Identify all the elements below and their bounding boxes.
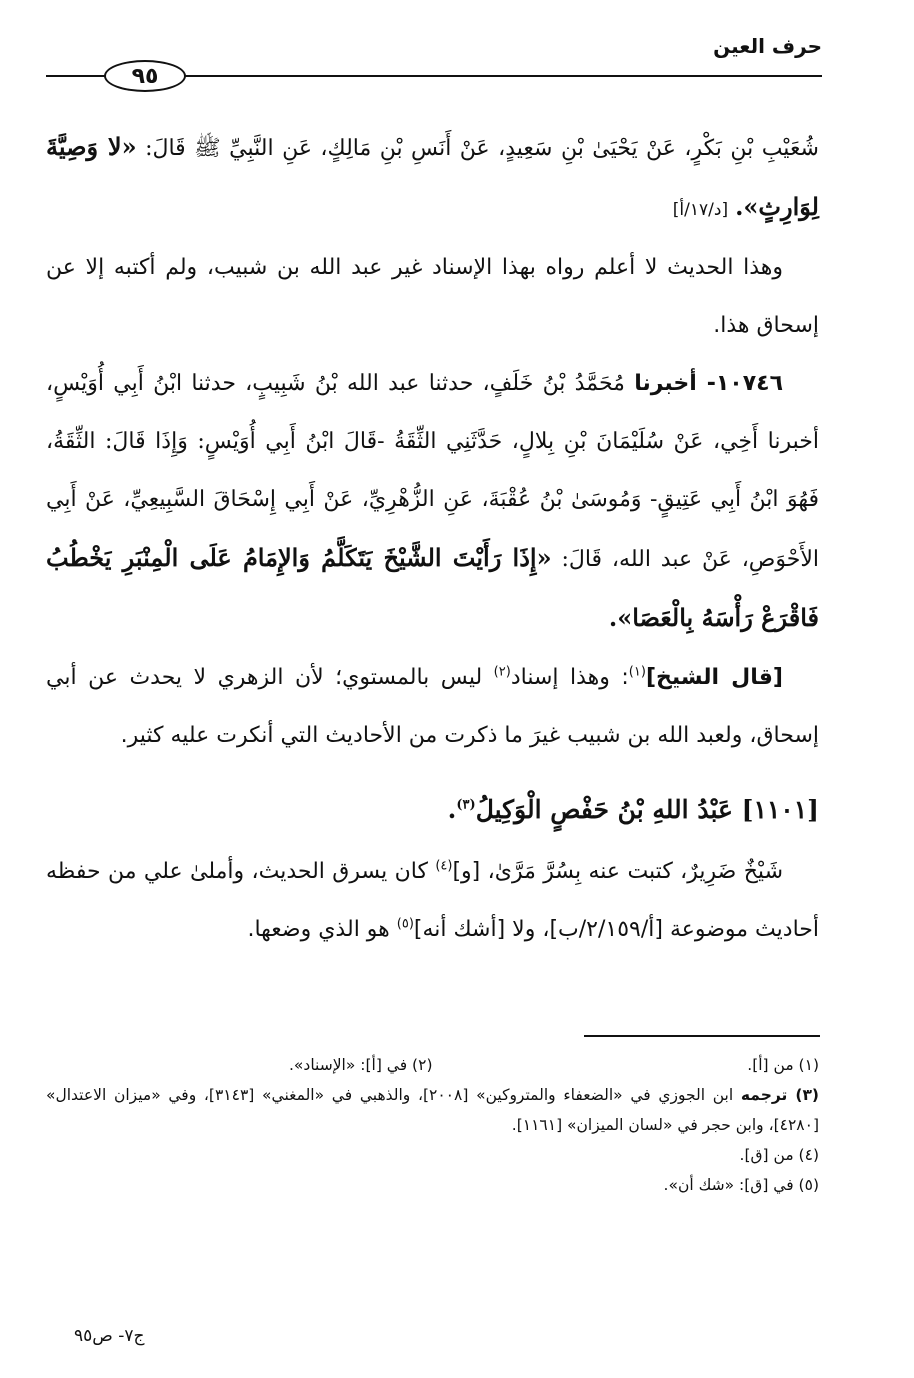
hadith-text: «لا وَصِيَّةَ لِوَارِثٍ». [46, 132, 819, 221]
running-header-title: حرف العين [713, 34, 822, 58]
hadith-text: «إِذَا رَأَيْتَ الشَّيْخَ يَتَكَلَّمُ وَالإِمَامُ عَلَى الْمِنْبَرِ يَخْطُبُ فَاقْرَعْ رَأْسَهُ بِالْعَصَا». [46, 543, 819, 632]
footnote-marker: (١) [628, 664, 646, 680]
footnote-5: (٥) في [ق]: «شك أن». [663, 1176, 819, 1194]
footnote-marker: (٥) [396, 916, 414, 932]
paragraph-hadith-continuation [46, 118, 819, 239]
manuscript-reference: [د/١٧/أ] [672, 200, 729, 220]
hadith-number: ١٠٧٤٦ [715, 371, 784, 396]
footnotes-section [46, 1050, 819, 1200]
paragraph-hadith-10746: ١٠٧٤٦- أخبرنا مُحَمَّدُ بْنُ خَلَفٍ، حدثنا عبد الله بْنُ شَبِيبٍ، حدثنا ابْنُ أَبِي أُوَيْسٍ، أخبرنا أَخِي، عَنْ سُلَيْمَانَ بْنِ بِلالٍ، حَدَّثَنِي الثِّقَةُ -قَالَ ابْنُ أَبِي أُوَيْسٍ: وَإِذَا قَالَ: الثِّقَةُ، فَهُوَ ابْنُ أَبِي عَتِيقٍ- وَمُوسَىٰ بْنُ عُقْبَةَ، عَنِ الزُّهْرِيِّ، عَنْ أَبِي إِسْحَاقَ السَّبِيعِيِّ، عَنْ أَبِي الأَحْوَصِ، عَنْ عبد الله، قَالَ: «إِذَا رَأَيْتَ الشَّيْخَ يَتَكَلَّمُ وَالإِمَامُ عَلَى الْمِنْبَرِ يَخْطُبُ فَاقْرَعْ رَأْسَهُ بِالْعَصَا». [46, 371, 820, 632]
footnote-marker: (٢) [493, 664, 511, 680]
footnote-lead: ترجمه [740, 1086, 788, 1104]
paragraph-commentary: وهذا الحديث لا أعلم رواه بهذا الإسناد غير عبد الله بن شبيب، ولم أكتبه إلا عن إسحاق هذا. [46, 255, 819, 338]
volume-page-reference: ج٧- ص٩٥ [74, 1326, 145, 1346]
page-number-badge [104, 60, 186, 92]
isnad-text: شُعَيْبِ بْنِ بَكْرٍ، عَنْ يَحْيَىٰ بْنِ سَعِيدٍ، عَنْ أَنَسِ بْنِ مَالِكٍ، عَنِ النَّبِيِّ ﷺ قَالَ: [145, 136, 819, 161]
isnad-text: مُحَمَّدُ بْنُ خَلَفٍ، حدثنا عبد الله بْنُ شَبِيبٍ، حدثنا ابْنُ أَبِي أُوَيْسٍ، أخبرنا أَخِي، عَنْ سُلَيْمَانَ بْنِ بِلالٍ، حَدَّثَنِي الثِّقَةُ -قَالَ ابْنُ أَبِي أُوَيْسٍ: وَإِذَا قَالَ: الثِّقَةُ، فَهُوَ ابْنُ أَبِي عَتِيقٍ- وَمُوسَىٰ بْنُ عُقْبَةَ، عَنِ الزُّهْرِيِّ، عَنْ أَبِي إِسْحَاقَ السَّبِيعِيِّ، عَنْ أَبِي الأَحْوَصِ، عَنْ عبد الله، قَالَ: [46, 371, 820, 572]
paragraph-sheikh-comment: [قال الشيخ]$^{(١)}$: وهذا إسناد$^{(٢)}$ ليس بالمستوي؛ لأن الزهري لا يحدث عن أبي إسحاق، ولعبد الله بن شبيب غيرَ ما ذكرت من الأحاديث التي أنكرت عليه كثير. [46, 664, 819, 748]
footnote-marker: (٣) [456, 797, 476, 813]
footnote-1: (١) من [أ]. [747, 1056, 819, 1074]
paragraph-entry-body: شَيْخٌ ضَرِيرٌ، كتبت عنه بِسُرَّ مَرَّىٰ، [و]$^{(٤)}$ كان يسرق الحديث، وأملىٰ علي من حفظه أحاديث موضوعة [أ/٢/١٥٩/ب]، ولا [أشك أنه]$^{(٥)}$ هو الذي وضعها. [46, 858, 819, 942]
sheikh-lead: [قال الشيخ] [645, 665, 783, 690]
entry-title: [١١٠١] عَبْدُ اللهِ بْنُ حَفْصٍ الْوَكِيلُ [475, 795, 819, 824]
footnote-4: (٤) من [ق]. [739, 1146, 819, 1164]
entry-heading: [١١٠١] عَبْدُ اللهِ بْنُ حَفْصٍ الْوَكِيلُ$^{(٣)}$. [447, 795, 819, 824]
footnote-separator [584, 1035, 820, 1037]
footnote-marker: (٤) [435, 858, 453, 874]
page-number: ٩٥ [131, 63, 159, 89]
footnote-3: (٣)ترجمه ابن الجوزي في «الضعفاء والمتروكين» [٢٠٠٨]، والذهبي في «المغني» [٣١٤٣]، وفي «ميزان الاعتدال» [٤٢٨٠]، وابن حجر في «لسان الميزان» [١١٦١]. [46, 1086, 819, 1134]
narration-lead: أخبرنا [634, 371, 697, 396]
footnote-row [46, 1050, 819, 1080]
main-text [46, 118, 819, 959]
footnote-2: (٢) في [أ]: «الإسناد». [289, 1056, 433, 1074]
